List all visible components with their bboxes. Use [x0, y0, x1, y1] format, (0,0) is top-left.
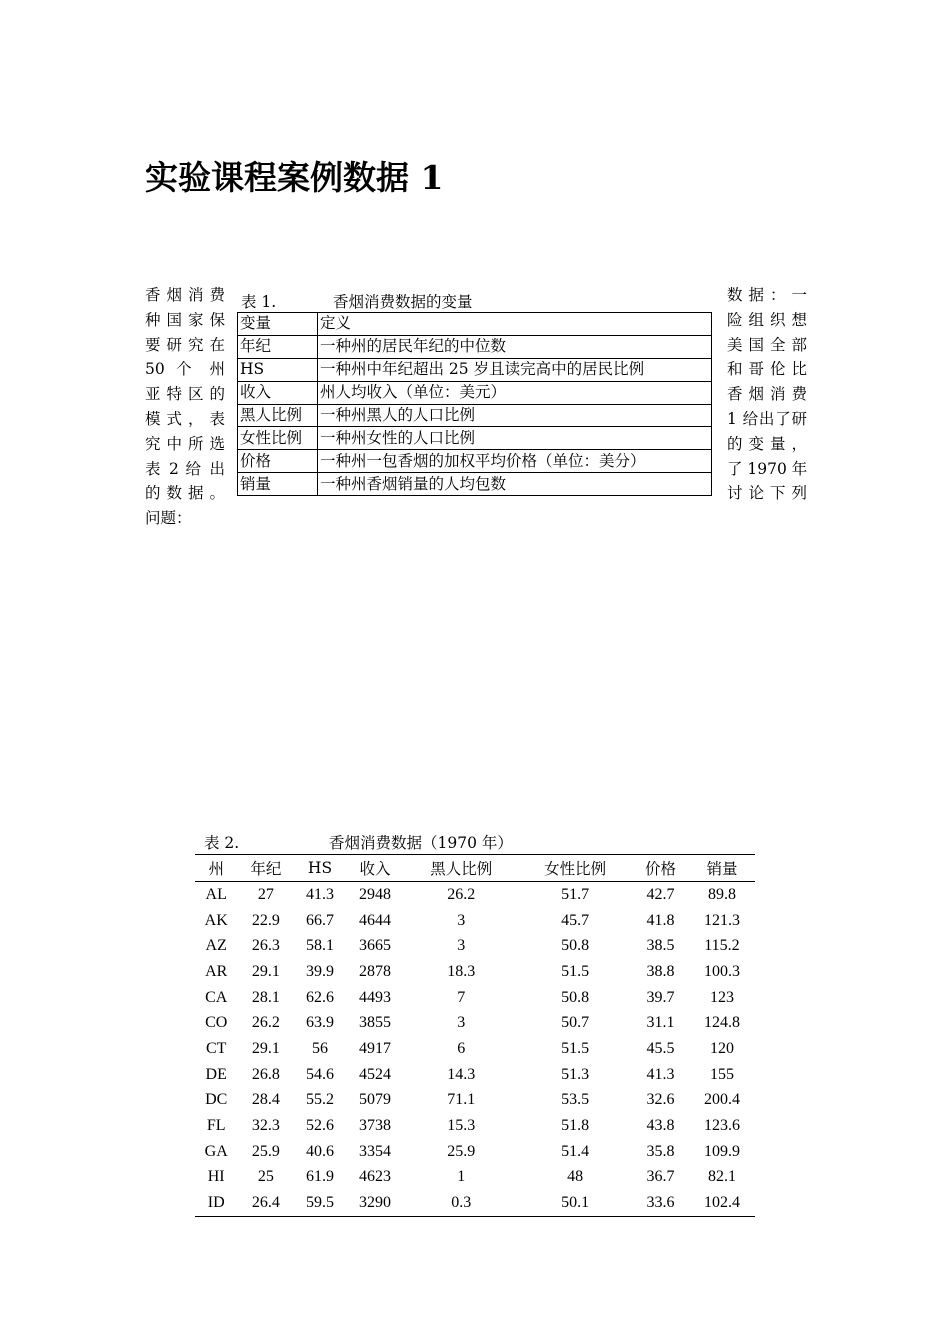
table-cell: FL: [206, 1117, 226, 1135]
table-cell: 50.7: [561, 1014, 590, 1032]
table-cell: 63.9: [306, 1014, 334, 1032]
table-header-row: [195, 855, 755, 882]
text-line: 美 国 全 部: [727, 335, 807, 354]
table-cell: 29.1: [251, 1039, 280, 1057]
variable-definition-cell: 定义: [318, 313, 712, 336]
variable-name-cell: 黑人比例: [238, 404, 318, 427]
table-cell: HI: [207, 1168, 225, 1186]
text-line: 模 式 ， 表: [145, 409, 225, 428]
text-line: 亚 特 区 的: [145, 385, 225, 404]
table-cell: 50.1: [561, 1194, 590, 1212]
table-cell: 3855: [359, 1014, 392, 1032]
table-cell: 41.3: [646, 1065, 675, 1083]
table-cell: 3738: [359, 1117, 392, 1135]
table-cell: 3: [457, 1014, 466, 1032]
table1-title: 香烟消费数据的变量: [333, 293, 473, 311]
table1-label: 表 1.: [241, 293, 277, 311]
text-line: 50 个 州: [145, 360, 225, 379]
table-cell: 51.3: [561, 1065, 590, 1083]
variable-name-cell: 年纪: [238, 335, 318, 358]
table-cell: 121.3: [703, 911, 740, 929]
table-cell: 52.6: [306, 1117, 334, 1135]
left-text-column: [145, 283, 225, 531]
text-line: 问题：: [145, 509, 192, 528]
table-cell: 56: [312, 1039, 328, 1057]
table-row: [195, 1190, 755, 1216]
text-line: 要 研 究 在: [145, 335, 225, 354]
table-cell: 4493: [359, 988, 392, 1006]
table-cell: 55.2: [306, 1091, 334, 1109]
variable-name-cell: HS: [238, 358, 318, 381]
cigarette-data-table: [195, 854, 755, 1217]
table-cell: AR: [205, 962, 228, 980]
variable-name-cell: 收入: [238, 381, 318, 404]
table-row: [238, 473, 712, 496]
variable-name-cell: 销量: [238, 473, 318, 496]
table-row: [238, 335, 712, 358]
table-cell: 38.5: [646, 937, 675, 955]
table-cell: 123: [709, 988, 734, 1006]
table-cell: 4644: [359, 911, 392, 929]
table2-label: 表 2.: [204, 834, 240, 852]
text-line: 和 哥 伦 比: [727, 360, 807, 379]
table-cell: 71.1: [447, 1091, 476, 1109]
text-line: 的 数 据 。: [145, 484, 225, 503]
table-cell: 26.2: [251, 1014, 280, 1032]
table-cell: 123.6: [703, 1117, 740, 1135]
table-cell: AK: [204, 911, 228, 929]
variable-name-cell: 价格: [238, 450, 318, 473]
table-cell: 36.7: [646, 1168, 675, 1186]
table-cell: 4524: [359, 1065, 392, 1083]
table-row: [238, 313, 712, 336]
table-row: [195, 1010, 755, 1036]
table-cell: 124.8: [703, 1014, 740, 1032]
table1-caption: [241, 290, 473, 312]
table-cell: 41.8: [646, 911, 675, 929]
table-cell: 62.6: [306, 988, 334, 1006]
table-cell: 29.1: [251, 962, 280, 980]
table-row: [238, 427, 712, 450]
table-cell: 51.8: [561, 1117, 590, 1135]
table-cell: 26.3: [251, 937, 280, 955]
text-line: 表 2 给 出: [145, 459, 225, 478]
column-header: 州: [195, 855, 237, 882]
table-cell: 40.6: [306, 1142, 334, 1160]
table-cell: 100.3: [703, 962, 740, 980]
table-row: [238, 404, 712, 427]
table-cell: 59.5: [306, 1194, 334, 1212]
page-title: 实验课程案例数据 1: [145, 158, 444, 197]
table-row: [195, 1165, 755, 1191]
table-cell: 51.5: [561, 962, 590, 980]
variables-table: [237, 312, 712, 496]
table-cell: 41.3: [306, 885, 334, 903]
table-cell: 53.5: [561, 1091, 590, 1109]
table-row: [195, 882, 755, 908]
variable-definition-cell: 一种州黑人的人口比例: [318, 404, 712, 427]
table-row: [195, 908, 755, 934]
table-row: [195, 933, 755, 959]
column-header: 收入: [346, 855, 405, 882]
table-cell: 25: [257, 1168, 274, 1186]
table-cell: 35.8: [646, 1142, 675, 1160]
table2-caption: [204, 831, 704, 853]
table-row: [195, 959, 755, 985]
table-cell: 25.9: [447, 1142, 476, 1160]
table-cell: 48: [567, 1168, 584, 1186]
table-cell: 4917: [359, 1039, 392, 1057]
table-row: [238, 358, 712, 381]
table-row: [195, 1113, 755, 1139]
table-cell: 4623: [359, 1168, 392, 1186]
table-row: [195, 985, 755, 1011]
variable-definition-cell: 一种州女性的人口比例: [318, 427, 712, 450]
table-cell: DE: [205, 1065, 227, 1083]
table-row: [195, 1036, 755, 1062]
table-row: [238, 381, 712, 404]
table-cell: 58.1: [306, 937, 334, 955]
table-cell: 82.1: [707, 1168, 736, 1186]
table-cell: CT: [205, 1039, 227, 1057]
table-cell: 42.7: [646, 885, 675, 903]
column-header: 年纪: [237, 855, 294, 882]
table-cell: 89.8: [707, 885, 736, 903]
variable-definition-cell: 一种州的居民年纪的中位数: [318, 335, 712, 358]
variable-definition-cell: 一种州中年纪超出 25 岁且读完高中的居民比例: [318, 358, 712, 381]
table-cell: 26.8: [251, 1065, 280, 1083]
table-cell: 1: [457, 1168, 466, 1186]
table-cell: 6: [457, 1039, 466, 1057]
table-cell: 45.7: [561, 911, 590, 929]
table-cell: 26.2: [447, 885, 476, 903]
column-header: 销量: [689, 855, 755, 882]
text-line: 香 烟 消 费: [145, 286, 225, 304]
variable-name-cell: 女性比例: [238, 427, 318, 450]
table-cell: 51.7: [561, 885, 590, 903]
table-cell: 2878: [359, 962, 392, 980]
text-line: 究 中 所 选: [145, 434, 225, 453]
table-cell: 61.9: [306, 1168, 334, 1186]
table-cell: 109.9: [703, 1142, 740, 1160]
table-cell: 200.4: [703, 1091, 740, 1109]
table-cell: 28.4: [251, 1091, 280, 1109]
table-row: [195, 1062, 755, 1088]
table-cell: 38.8: [646, 962, 675, 980]
table-cell: 102.4: [703, 1194, 740, 1212]
table-cell: ID: [207, 1194, 225, 1212]
table-cell: 3354: [359, 1142, 392, 1160]
table-cell: 66.7: [306, 911, 334, 929]
right-text-column: [727, 283, 807, 506]
text-line: 了 1970 年: [727, 459, 808, 478]
text-line: 讨 论 下 列: [727, 484, 807, 503]
text-line: 的 变 量 ，: [727, 434, 807, 453]
text-line: 1 给出了研: [727, 409, 807, 428]
table-cell: 33.6: [646, 1194, 675, 1212]
table-cell: 54.6: [306, 1065, 334, 1083]
variable-definition-cell: 州人均收入（单位：美元）: [318, 381, 712, 404]
table-cell: 3: [457, 911, 466, 929]
table-cell: 18.3: [447, 962, 476, 980]
table-cell: 26.4: [251, 1194, 280, 1212]
table-cell: 45.5: [646, 1039, 675, 1057]
table-cell: CA: [205, 988, 228, 1006]
variable-name-cell: 变量: [238, 313, 318, 336]
column-header: 价格: [632, 855, 689, 882]
table-cell: 7: [457, 988, 466, 1006]
column-header: 女性比例: [518, 855, 632, 882]
table-cell: 39.7: [646, 988, 675, 1006]
text-line: 香 烟 消 费: [727, 385, 807, 404]
table2-title: 香烟消费数据（1970 年）: [329, 834, 513, 852]
column-header: 黑人比例: [404, 855, 518, 882]
table-cell: 27: [257, 885, 274, 903]
column-header: HS: [294, 855, 345, 882]
text-line: 种 国 家 保: [145, 310, 225, 329]
table-cell: 50.8: [561, 937, 590, 955]
text-line: 数 据 ： 一: [727, 286, 807, 304]
table-cell: GA: [204, 1142, 228, 1160]
table-cell: 2948: [359, 885, 392, 903]
table-cell: 3: [457, 937, 466, 955]
table-cell: 51.4: [561, 1142, 590, 1160]
table-row: [238, 450, 712, 473]
table-cell: 50.8: [561, 988, 590, 1006]
text-line: 险 组 织 想: [727, 310, 807, 329]
table-row: [195, 1139, 755, 1165]
table-cell: DC: [205, 1091, 228, 1109]
table-cell: 5079: [359, 1091, 392, 1109]
table-cell: 32.6: [646, 1091, 675, 1109]
table-cell: 43.8: [646, 1117, 675, 1135]
table-cell: 0.3: [451, 1194, 472, 1212]
table-cell: 14.3: [447, 1065, 476, 1083]
table-cell: 51.5: [561, 1039, 590, 1057]
variable-definition-cell: 一种州一包香烟的加权平均价格（单位：美分）: [318, 450, 712, 473]
table-cell: 15.3: [447, 1117, 476, 1135]
table-cell: 32.3: [251, 1117, 280, 1135]
table-cell: 31.1: [646, 1014, 675, 1032]
table-cell: 25.9: [251, 1142, 280, 1160]
table-cell: 115.2: [704, 937, 740, 955]
table-cell: AL: [205, 885, 227, 903]
table-cell: AZ: [205, 937, 227, 955]
table-cell: 120: [709, 1039, 734, 1057]
table-cell: 39.9: [306, 962, 334, 980]
table-cell: 22.9: [251, 911, 280, 929]
table-cell: 155: [709, 1065, 734, 1083]
table-row: [195, 1088, 755, 1114]
variable-definition-cell: 一种州香烟销量的人均包数: [318, 473, 712, 496]
table-cell: 28.1: [251, 988, 280, 1006]
table-cell: CO: [205, 1014, 228, 1032]
table-cell: 3290: [359, 1194, 392, 1212]
table-cell: 3665: [359, 937, 392, 955]
